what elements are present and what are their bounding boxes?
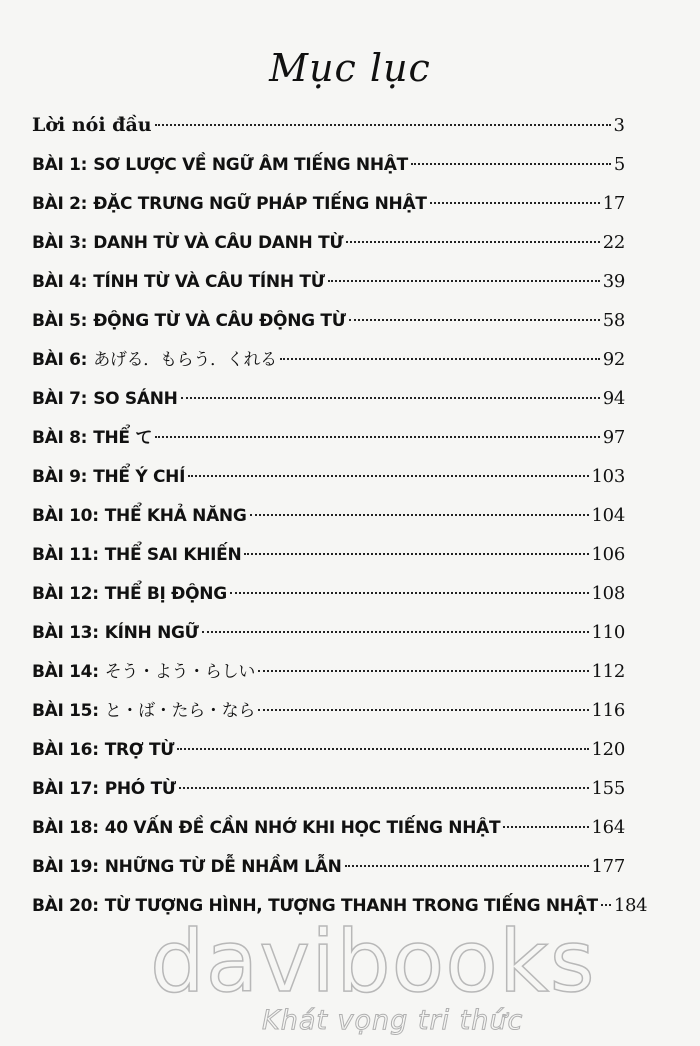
toc-page-number: 92 bbox=[602, 349, 625, 370]
toc-page-number: 103 bbox=[591, 466, 625, 487]
toc-lesson-number: BÀI 13: bbox=[32, 623, 99, 643]
toc-lesson-title: NHỮNG TỪ DỄ NHẦM LẪN bbox=[104, 857, 342, 877]
dot-leader bbox=[179, 787, 589, 789]
toc-lesson-number: BÀI 12: bbox=[32, 584, 99, 604]
toc-lesson-title: PHÓ TỪ bbox=[104, 779, 176, 799]
toc-page-number: 94 bbox=[602, 388, 625, 409]
toc-page-number: 120 bbox=[591, 739, 625, 760]
toc-page-number: 184 bbox=[613, 895, 648, 916]
toc-lesson-title: ĐẶC TRƯNG NGỮ PHÁP TIẾNG NHẬT bbox=[93, 194, 427, 214]
toc-lesson-title: あげる．もらう．くれる bbox=[93, 350, 277, 370]
toc-row-lesson-18 bbox=[32, 808, 625, 847]
toc-page-number: 17 bbox=[602, 193, 625, 214]
toc-row-lesson-8 bbox=[32, 418, 625, 457]
watermark-brand: davibooks bbox=[150, 912, 596, 1012]
toc-row-lesson-16 bbox=[32, 730, 625, 769]
dot-leader bbox=[345, 865, 589, 867]
dot-leader bbox=[181, 397, 600, 399]
toc-lesson-number: BÀI 1: bbox=[32, 155, 88, 175]
toc-page-number: 39 bbox=[602, 271, 625, 292]
toc-page-number: 5 bbox=[613, 154, 625, 175]
toc-row-lesson-5 bbox=[32, 301, 625, 340]
toc-row-intro bbox=[32, 106, 625, 145]
toc-lesson-number: BÀI 7: bbox=[32, 389, 88, 409]
toc-lesson-title: TÍNH TỪ VÀ CÂU TÍNH TỪ bbox=[93, 272, 325, 292]
toc-lesson-title: SO SÁNH bbox=[93, 389, 178, 409]
toc-lesson-number: BÀI 8: bbox=[32, 428, 88, 448]
toc-page-number: 116 bbox=[591, 700, 625, 721]
toc-page-number: 3 bbox=[613, 115, 625, 136]
toc-lesson-number: BÀI 20: bbox=[32, 896, 99, 916]
toc-lesson-title: SƠ LƯỢC VỀ NGỮ ÂM TIẾNG NHẬT bbox=[93, 155, 408, 175]
toc-row-lesson-17 bbox=[32, 769, 625, 808]
toc-page-number: 108 bbox=[591, 583, 625, 604]
dot-leader bbox=[280, 358, 600, 360]
toc-lesson-title: THỂ て bbox=[93, 428, 153, 448]
toc-row-lesson-14 bbox=[32, 652, 625, 691]
dot-leader bbox=[177, 748, 588, 750]
toc-lesson-title: TRỢ TỪ bbox=[104, 740, 175, 760]
toc-page-number: 164 bbox=[591, 817, 625, 838]
toc-intro-label: Lời nói đầu bbox=[32, 114, 152, 136]
toc-lesson-title: THỂ KHẢ NĂNG bbox=[104, 506, 247, 526]
toc-lesson-number: BÀI 4: bbox=[32, 272, 88, 292]
toc-lesson-number: BÀI 11: bbox=[32, 545, 99, 565]
toc-lesson-number: BÀI 15: bbox=[32, 701, 99, 721]
dot-leader bbox=[230, 592, 589, 594]
dot-leader bbox=[601, 904, 611, 906]
page-title: Mục lục bbox=[269, 46, 431, 90]
dot-leader bbox=[346, 241, 599, 243]
toc-row-lesson-11 bbox=[32, 535, 625, 574]
toc-page-number: 110 bbox=[591, 622, 625, 643]
table-of-contents bbox=[32, 106, 648, 925]
toc-lesson-title: TỪ TƯỢNG HÌNH, TƯỢNG THANH TRONG TIẾNG NHẬT bbox=[104, 896, 598, 916]
toc-row-lesson-9 bbox=[32, 457, 625, 496]
dot-leader bbox=[349, 319, 600, 321]
dot-leader bbox=[250, 514, 589, 516]
toc-lesson-title: 40 VẤN ĐỀ CẦN NHỚ KHI HỌC TIẾNG NHẬT bbox=[104, 818, 501, 838]
toc-lesson-number: BÀI 18: bbox=[32, 818, 99, 838]
toc-page-number: 106 bbox=[591, 544, 625, 565]
dot-leader bbox=[503, 826, 588, 828]
toc-lesson-number: BÀI 16: bbox=[32, 740, 99, 760]
toc-row-lesson-2 bbox=[32, 184, 625, 223]
toc-page-number: 58 bbox=[602, 310, 625, 331]
toc-page-number: 155 bbox=[591, 778, 625, 799]
dot-leader bbox=[328, 280, 600, 282]
toc-lesson-title: と・ば・たら・なら bbox=[104, 701, 256, 721]
watermark-tagline: Khát vọng tri thức bbox=[262, 1005, 524, 1036]
toc-lesson-title: DANH TỪ VÀ CÂU DANH TỪ bbox=[93, 233, 344, 253]
dot-leader bbox=[411, 163, 611, 165]
dot-leader bbox=[155, 124, 611, 126]
toc-lesson-number: BÀI 9: bbox=[32, 467, 88, 487]
toc-lesson-number: BÀI 3: bbox=[32, 233, 88, 253]
toc-page-number: 104 bbox=[591, 505, 625, 526]
dot-leader bbox=[258, 670, 589, 672]
toc-row-lesson-3 bbox=[32, 223, 625, 262]
toc-lesson-title: THỂ SAI KHIẾN bbox=[104, 545, 242, 565]
toc-page-number: 177 bbox=[591, 856, 625, 877]
toc-page-number: 97 bbox=[602, 427, 625, 448]
toc-row-lesson-4 bbox=[32, 262, 625, 301]
dot-leader bbox=[430, 202, 600, 204]
toc-lesson-number: BÀI 19: bbox=[32, 857, 99, 877]
toc-lesson-title: KÍNH NGỮ bbox=[104, 623, 199, 643]
dot-leader bbox=[188, 475, 588, 477]
dot-leader bbox=[202, 631, 589, 633]
toc-lesson-number: BÀI 17: bbox=[32, 779, 99, 799]
toc-row-lesson-15 bbox=[32, 691, 625, 730]
toc-row-lesson-1 bbox=[32, 145, 625, 184]
dot-leader bbox=[155, 436, 600, 438]
toc-page-number: 112 bbox=[591, 661, 625, 682]
toc-lesson-number: BÀI 5: bbox=[32, 311, 88, 331]
toc-lesson-title: THỂ Ý CHÍ bbox=[93, 467, 186, 487]
toc-lesson-number: BÀI 14: bbox=[32, 662, 99, 682]
dot-leader bbox=[258, 709, 589, 711]
toc-lesson-number: BÀI 2: bbox=[32, 194, 88, 214]
toc-row-lesson-10 bbox=[32, 496, 625, 535]
toc-lesson-number: BÀI 6: bbox=[32, 350, 88, 370]
toc-row-lesson-12 bbox=[32, 574, 625, 613]
toc-page-number: 22 bbox=[602, 232, 625, 253]
toc-row-lesson-19 bbox=[32, 847, 625, 886]
toc-row-lesson-7 bbox=[32, 379, 625, 418]
toc-row-lesson-13 bbox=[32, 613, 625, 652]
toc-lesson-title: そう・よう・らしい bbox=[104, 662, 256, 682]
toc-lesson-title: THỂ BỊ ĐỘNG bbox=[104, 584, 227, 604]
dot-leader bbox=[244, 553, 588, 555]
toc-lesson-title: ĐỘNG TỪ VÀ CÂU ĐỘNG TỪ bbox=[93, 311, 346, 331]
toc-lesson-number: BÀI 10: bbox=[32, 506, 99, 526]
toc-row-lesson-6 bbox=[32, 340, 625, 379]
